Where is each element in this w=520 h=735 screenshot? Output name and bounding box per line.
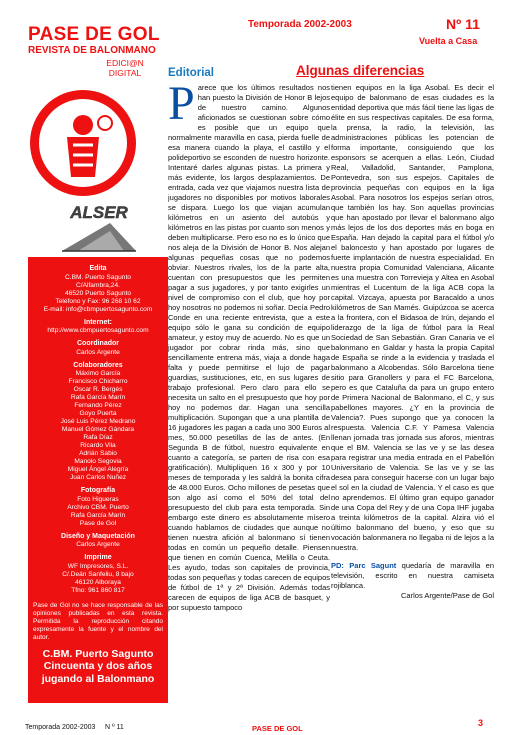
publisher-line: Teléfono y Fax: 96 268 10 62 (55, 297, 141, 305)
footer-season: Temporada 2002-2003 (25, 724, 96, 731)
printer-line: 46120 Alboraya (75, 578, 121, 586)
collaborator-name: Fernando Pérez (74, 402, 122, 409)
season-label: Temporada 2002-2003 (248, 19, 352, 30)
collaborator-name: Juan Carlos Nuñez (69, 474, 127, 481)
collaborators-heading: Colaboradores (73, 361, 123, 369)
photo-credit: Foto Higueras (77, 495, 119, 503)
collaborator-name: Manolo Segovia (74, 458, 122, 465)
footer-issue: N º 11 (105, 724, 124, 731)
photo-credit: Archivo CBM. Puerto (67, 503, 129, 511)
article-signature: Carlos Argente/Pase de Gol (401, 591, 494, 600)
designer-name: Carlos Argente (76, 541, 120, 548)
collaborator-name: Miguel Ángel Alegría (67, 466, 129, 473)
collaborator-name: Oscar R. Bergés (73, 386, 123, 393)
section-label: Editorial (168, 67, 215, 79)
collaborator-name: Adrián Sabio (79, 450, 117, 457)
article-column-2 (331, 83, 494, 704)
masthead-title: PASE DE GOL (28, 24, 160, 45)
club-slogan: C.BM. Puerto Sagunto Cincuenta y dos años jugando al Balonmano (41, 647, 155, 685)
collaborator-name: Ricardo Vila (80, 442, 116, 449)
article-paragraph: arece que los últimos resultados nos han puesto la División de Honor B lejos de nuestro camino. Algunos aficionados se cuestionan sobre cómo es posible que un equipo que normalmente maravilla en casa, pierda fuelle de esa manera cuando la playa, el castillo y el polideportivo se esconden de nuestro horizonte. Intentaré darles algunas pistas. La primera y más evidente, los largos desplazamientos. De entrada, cada vez que viajamos nuestra lista de jugadores no disponibles por motivos laborales se dispara. Luego los que viajan acumulan kilómetros en un asiento del autobús y kilómetros en las pistas por cuanto son menos y deben multiplicarse. Pero eso no es lo único que nos aleja de la División de Honor B. Nos alejan algunas pequeñas cosas que no podemos obviar. Nuestros rivales, los de la parte alta, cuentan con presupuestos que les permiten pagar a sus jugadores, y por tanto exigirles un nivel de compromiso con el club, que hoy por hoy nosotros no podemos ni soñar. Decía Pedro Conde en una reciente entrevista, que a este equipo sólo le gana su condición de equipo amateur, y estoy muy de acuerdo. No es que un jugador por cobrar rinda más, sino que sencillamente entrena más, viaja a donde haga falta y puede permitirse el lujo de pagar guardias, sustituciones, etc, en sus lugares de trabajo profesional. Pero claro para ello se necesita un salto en el presupuesto que hoy por hoy no podemos dar. Hagan una sencilla multiplicación. Supongan que a una plantilla de 16 jugadores les pagan a cada uno 300 Euros al mes, 50.000 pesetillas de las de antes. (En Segunda B de fútbol, nuestro equivalente en cuanto a categoría, se parten de risa con esa gratificación). Multipliquen 16 x 300 y por 10 meses de temporada y les saldrá la bonita cifra de 48.000 Euros. Ocho millones de pesetas que son algo así como el 50% del total del presupuesto del club para esta temporada. Sin embargo este dinero es absolutamente mísero cuando hablamos de ciudades que aunque no tienen nuestra afición al balonmano sí tienen todas en común un pequeño detalle. Piensen que tienen en común Cuenca, Melilla o Ceuta. Les ayudo, todas son capitales de provincia, todas son pequeñas y todas carecen de equipos de fútbol de 1ª y 2ª División. Además todas carecen de equipos de liga ACB de basquet, y por supuesto tampoco (168, 83, 330, 612)
postscript (331, 561, 494, 591)
postscript-name: Parc Sagunt (349, 561, 397, 570)
edition-line-1: EDICI@N (106, 58, 144, 68)
photo-credit: Pase de Gol (79, 519, 117, 527)
postscript-label: PD: (331, 561, 344, 570)
issue-tagline: Vuelta a Casa (419, 36, 478, 46)
photo-credit: Rafa García Marín (70, 511, 126, 519)
credits-panel (28, 257, 168, 703)
issue-number: Nº 11 (446, 16, 480, 32)
collaborator-name: Francisco Chicharro (68, 378, 128, 385)
postscript-text: quedaría de maravilla en televisión, escrito en nuestra camiseta rojiblanca. (331, 561, 494, 590)
website-link[interactable]: http://www.cbmpuertosagunto.com (47, 327, 149, 334)
collaborator-name: Máximo García (75, 370, 121, 377)
coordinator-heading: Coordinador (77, 340, 119, 347)
collaborator-name: Rafa García Marín (70, 394, 126, 401)
publisher-line: C.BM. Puerto Sagunto (65, 273, 131, 281)
publisher-email[interactable]: E-mail: info@cbmpuertosagunto.com (43, 305, 153, 313)
collaborator-name: Rafa Díaz (83, 434, 113, 441)
collaborator-name: José Luis Pérez Medrano (60, 418, 136, 425)
article-paragraph: tienen equipos en la liga Asobal. Es decir el equipo de balonmano de esas ciudades es la entidad deportiva que más fácil tiene las ligas de élite en sus respectivas capitales. De esa forma, la prensa, la radio, la televisión, las administraciones públicas les potencian de forma importante, consiguiendo que los esponsors se acerquen a ellas. León, Ciudad Real, Valladolid, Santander, Pamplona, Pontevedra, son sus espejos. Capitales de provincia pequeñas con equipos en la liga Asobal. Para nosotros los espejos serían otros, que también los hay. Son aquellas provincias que han apostado por llevar el balonmano algo más lejos de los dos deportes más en boga en España. Han dejado la capital para el fútbol y/o el baloncesto y han apostado por lugares de fuerte implantación de nuestra especialidad. En nuestra propia Comunidad Valenciana, Alicante es una muestra con Torrevieja y Altea en Asobal mientras el Lucentum de la liga ACB copa la capital. Vizcaya, apuesta por Baracaldo a unos kilómetros de San Mamés. Guipúzcoa se acerca a la frontera, con el Bidasoa de Irún, dejando el liderazgo de la liga de fútbol para la Real Sociedad de San Sebastián. Gran Canaria ve el balonmano en Galdar y hasta la propia Capital de España se rinde a la evidencia y traslada el balonmano a Alcobendas. Sólo Barcelona tiene sitio para Granollers y para el FC Barcelona, pero es que Cataluña da para un grupo entero de Primera Nacional de Balonmano, el C, y sus pabellones mayores. ¿Y en la provincia de Valencia?. Pues supongo que ya conocen la respuesta. Valencia C.F. Y Pamesa Valencia llenan jornada tras jornada sus aforos, mientras que el BM. Valencia se las ve y se las desea para registrar una media entrada en el Pabellón Universitario de Valencia. Se las ve y se las desea para conseguir hacerse con un lugar bajo el sol en la ciudad de Valencia. Y el caso es que no aprendemos. El último gran equipo ganador de una Copa del Rey y de una Copa IHF jugaba a treinta kilómetros de la capital. Alzira vió el último balonmano del bueno, y eso que su vocación balonmanera no llegaba ni de lejos a la nuestra. (331, 83, 494, 552)
footer-magazine: PASE DE GOL (252, 724, 303, 733)
printer-line: WF Impresores, S.L. (67, 562, 129, 570)
collaborator-name: Manuel Gómez Gándara (61, 426, 135, 433)
edition-label (95, 58, 155, 78)
disclaimer-text: Pase de Gol no se hace responsable de las opiniones publicadas en esta revista. Permitida la reproducción citando expresamente la fuente y el nombre del autor. (33, 601, 163, 641)
publisher-line: 46520 Puerto Sagunto (65, 289, 131, 297)
page-number: 3 (478, 718, 484, 728)
club-crest-icon (25, 85, 141, 201)
article-column-1 (168, 83, 330, 704)
drop-cap: P (168, 83, 195, 130)
coordinator-name: Carlos Argente (76, 348, 120, 356)
design-heading: Diseño y Maquetación (61, 532, 135, 540)
printer-line: C/.Deán Sanfeliu, 8 bajo (62, 570, 134, 578)
sponsor-emblem (58, 219, 140, 253)
collaborator-name: Goyo Puerta (79, 410, 117, 417)
edition-line-2: DIGITAL (108, 68, 142, 78)
published-heading: Edita (89, 265, 107, 272)
printer-heading: Imprime (84, 554, 112, 561)
masthead-subtitle: REVISTA DE BALONMANO (28, 45, 156, 56)
article-headline: Algunas diferencias (296, 63, 425, 78)
publisher-line: C/Alfambra,24. (76, 281, 120, 289)
svg-text:ALSER: ALSER (70, 203, 128, 222)
photo-heading: Fotografía (80, 487, 116, 494)
printer-line: Tfno: 961 860 817 (71, 586, 125, 594)
internet-heading: Internet: (84, 318, 112, 326)
